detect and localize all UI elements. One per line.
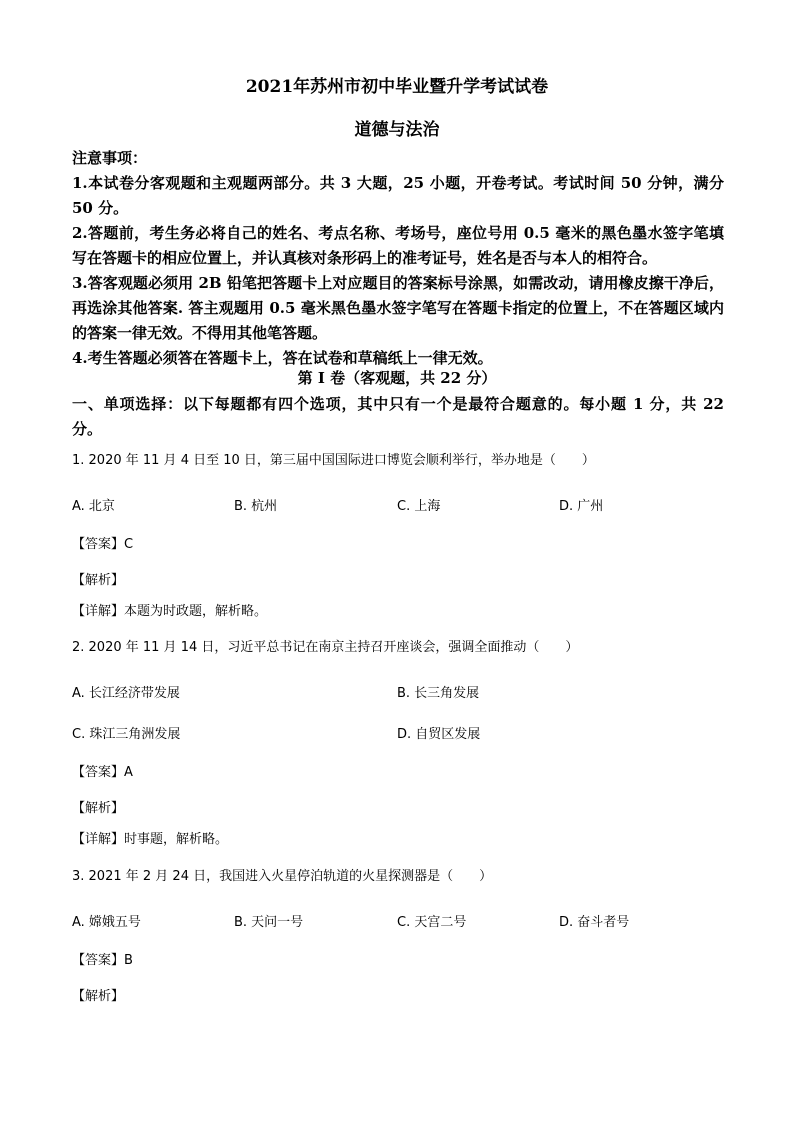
exam-title: 2021年苏州市初中毕业暨升学考试试卷 [245,77,549,97]
question-3-stem: 3. 2021 年 2 月 24 日，我国进入火星停泊轨道的火星探测器是（ ） [72,869,493,884]
question-2-detail: 【详解】时事题，解析略。 [72,832,229,847]
notes-heading: 注意事项： [72,149,148,167]
question-3-answer: 【答案】B [72,953,133,968]
section-instruction: 一、单项选择：以下每题都有四个选项，其中只有一个是最符合题意的。每小题 1 分，共 22 分。 [72,395,724,438]
question-1-analysis-label: 【解析】 [72,573,125,588]
question-3-option-b[interactable]: B. 天问一号 [234,915,304,930]
question-1-option-c[interactable]: C. 上海 [397,499,441,514]
section-title: 第 I 卷（客观题，共 22 分） [297,369,497,387]
question-2-option-c[interactable]: C. 珠江三角洲发展 [72,727,181,742]
question-1-option-b[interactable]: B. 杭州 [234,499,278,514]
question-2-answer: 【答案】A [72,765,133,780]
question-1-option-d[interactable]: D. 广州 [559,499,604,514]
question-1-detail: 【详解】本题为时政题，解析略。 [72,604,268,619]
question-3-option-d[interactable]: D. 奋斗者号 [559,915,630,930]
note-item-4: 4.考生答题必须答在答题卡上，答在试卷和草稿纸上一律无效。 [72,349,493,367]
question-2-option-d[interactable]: D. 自贸区发展 [397,727,481,742]
question-1-stem: 1. 2020 年 11 月 4 日至 10 日，第三届中国国际进口博览会顺利举行，举办地是（ ） [72,453,595,468]
question-3-option-a[interactable]: A. 嫦娥五号 [72,915,141,930]
note-item-2: 2.答题前，考生务必将自己的姓名、考点名称、考场号，座位号用 0.5 毫米的黑色墨水签字笔填写在答题卡的相应位置上，并认真核对条形码上的准考证号，姓名是否与本人的相符合。 [72,224,724,267]
question-3-option-c[interactable]: C. 天宫二号 [397,915,467,930]
notes-section [72,146,724,371]
question-1-option-a[interactable]: A. 北京 [72,499,115,514]
question-1-answer: 【答案】C [72,537,134,552]
question-2-option-a[interactable]: A. 长江经济带发展 [72,686,180,701]
question-2-option-b[interactable]: B. 长三角发展 [397,686,480,701]
note-item-1: 1.本试卷分客观题和主观题两部分。共 3 大题，25 小题，开卷考试。考试时间 50 分钟，满分 50 分。 [72,174,724,217]
question-2-stem: 2. 2020 年 11 月 14 日，习近平总书记在南京主持召开座谈会，强调全面推动（ ） [72,640,579,655]
question-3-analysis-label: 【解析】 [72,989,125,1004]
note-item-3: 3.答客观题必须用 2B 铅笔把答题卡上对应题目的答案标号涂黑，如需改动，请用橡皮擦干净后，再选涂其他答案. 答主观题用 0.5 毫米黑色墨水签字笔写在答题卡指定的位置上，不在答题区域内的答案一律无效。不得用其他笔答题。 [72,274,724,342]
question-2-analysis-label: 【解析】 [72,801,125,816]
exam-subject: 道德与法治 [354,120,440,140]
